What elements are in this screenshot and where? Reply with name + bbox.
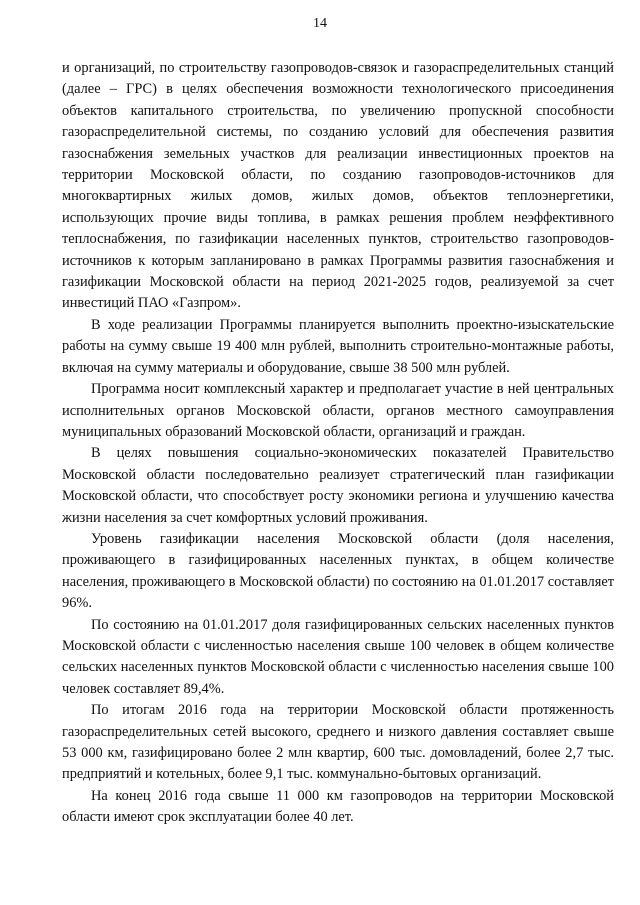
paragraph-continuation: и организаций, по строительству газопроводов-связок и газораспределительных станций (далее – ГРС) в целях обеспечения возможности технологического присоединения объектов капитального строительства, по увеличению пропускной способности газораспределительной системы, по созданию условий для обеспечения развития газоснабжения земельных участков для реализации инвестиционных проектов на территории Московской области, по созданию газопроводов-источников для многоквартирных жилых домов, жилых домов, объектов теплоэнергетики, использующих прочие виды топлива, в рамках решения проблем неэффективного теплоснабжения, по газификации населенных пунктов, строительство газопроводов-источников к которым запланировано в рамках Программы развития газоснабжения и газификации Московской области на период 2021-2025 годов, реализуемой за счет инвестиций ПАО «Газпром». xyxy=(62,60,614,312)
paragraph-pipeline-age: На конец 2016 года свыше 11 000 км газопроводов на территории Московской области имеют срок эксплуатации более 40 лет. xyxy=(62,787,614,826)
body-text xyxy=(62,58,614,829)
paragraph-network-length: По итогам 2016 года на территории Московской области протяженность газораспределительных сетей высокого, среднего и низкого давления составляет свыше 53 000 км, газифицировано более 2 млн квартир, 600 тыс. домовладений, более 2,7 тыс. предприятий и котельных, более 9,1 тыс. коммунально-бытовых организаций. xyxy=(62,702,614,783)
paragraph-rural-gasification: По состоянию на 01.01.2017 доля газифицированных сельских населенных пунктов Московской области с численностью населения свыше 100 человек в общем количестве сельских населенных пунктов Московской области с численностью населения свыше 100 человек составляет 89,4%. xyxy=(62,616,614,697)
paragraph-program-costs: В ходе реализации Программы планируется выполнить проектно-изыскательские работы на сумму свыше 19 400 млн рублей, выполнить строительно-монтажные работы, включая на сумму материалы и оборудование, свыше 38 500 млн рублей. xyxy=(62,316,614,376)
paragraph-gasification-level: Уровень газификации населения Московской области (доля населения, проживающего в газифицированных населенных пунктах, в общем количестве населения, проживающего в Московской области) по состоянию на 01.01.2017 составляет 96%. xyxy=(62,530,614,612)
page-number: 14 xyxy=(313,16,327,31)
paragraph-program-participants: Программа носит комплексный характер и предполагает участие в ней центральных исполнительных органов Московской области, органов местного самоуправления муниципальных образований Московской области, организаций и граждан. xyxy=(62,381,614,440)
paragraph-strategic-plan: В целях повышения социально-экономических показателей Правительство Московской области последовательно реализует стратегический план газификации Московской области, что способствует росту экономики региона и улучшению качества жизни населения за счет комфортных условий проживания. xyxy=(62,445,614,526)
